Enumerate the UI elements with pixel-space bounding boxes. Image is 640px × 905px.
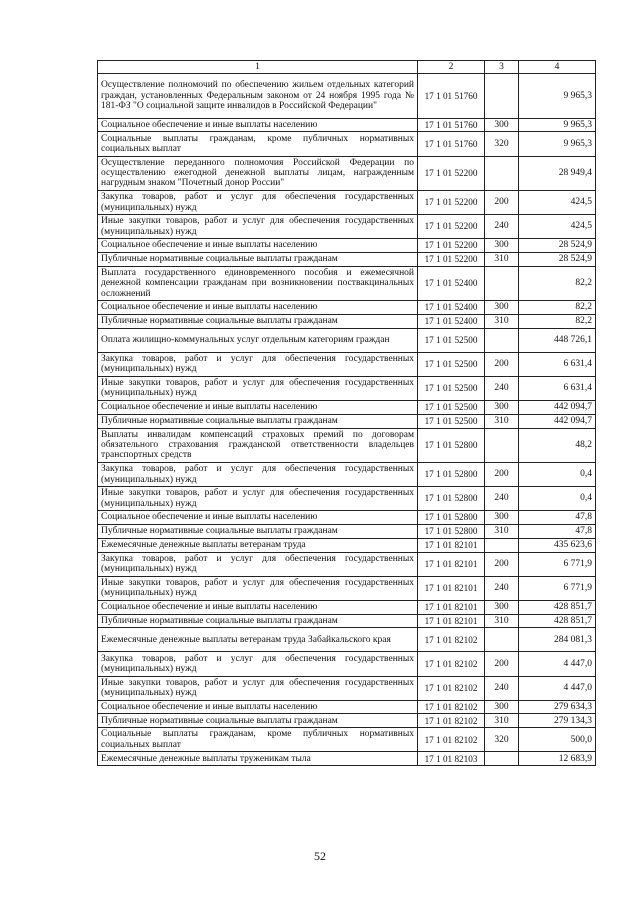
row-code-cell: 17 1 01 52500 bbox=[418, 414, 485, 428]
row-name-cell: Иные закупки товаров, работ и услуг для обеспечения государственных (муниципальных) нужд bbox=[98, 376, 418, 400]
row-code-cell: 17 1 01 82101 bbox=[418, 614, 485, 628]
page-number: 52 bbox=[314, 849, 326, 863]
row-vr-cell: 200 bbox=[485, 652, 519, 676]
row-sum-cell: 424,5 bbox=[519, 190, 596, 214]
row-code-cell: 17 1 01 82101 bbox=[418, 600, 485, 614]
row-vr-cell: 300 bbox=[485, 239, 519, 253]
table-row bbox=[98, 132, 596, 156]
row-code-cell: 17 1 01 52800 bbox=[418, 463, 485, 487]
row-sum-cell: 9 965,3 bbox=[519, 132, 596, 156]
row-sum-cell: 12 683,9 bbox=[519, 752, 596, 766]
row-sum-cell: 6 771,9 bbox=[519, 576, 596, 600]
row-vr-cell: 310 bbox=[485, 614, 519, 628]
row-vr-cell: 200 bbox=[485, 190, 519, 214]
table-row bbox=[98, 728, 596, 752]
row-sum-cell: 47,8 bbox=[519, 511, 596, 525]
budget-table bbox=[97, 60, 596, 766]
row-name-cell: Социальное обеспечение и иные выплаты населению bbox=[98, 401, 418, 415]
table-row bbox=[98, 352, 596, 376]
row-code-cell: 17 1 01 82102 bbox=[418, 728, 485, 752]
row-sum-cell: 28 949,4 bbox=[519, 156, 596, 190]
row-sum-cell: 6 631,4 bbox=[519, 352, 596, 376]
row-code-cell: 17 1 01 52400 bbox=[418, 314, 485, 328]
row-vr-cell: 300 bbox=[485, 301, 519, 315]
row-name-cell: Публичные нормативные социальные выплаты гражданам bbox=[98, 614, 418, 628]
header-col-4: 4 bbox=[519, 61, 596, 74]
table-row bbox=[98, 576, 596, 600]
row-name-cell: Социальное обеспечение и иные выплаты населению bbox=[98, 511, 418, 525]
row-name-cell: Социальные выплаты гражданам, кроме публичных нормативных социальных выплат bbox=[98, 728, 418, 752]
table-row bbox=[98, 487, 596, 511]
table-row bbox=[98, 118, 596, 132]
table-row bbox=[98, 463, 596, 487]
row-code-cell: 17 1 01 82102 bbox=[418, 652, 485, 676]
header-col-2: 2 bbox=[418, 61, 485, 74]
row-sum-cell: 279 134,3 bbox=[519, 714, 596, 728]
row-code-cell: 17 1 01 52200 bbox=[418, 156, 485, 190]
row-vr-cell bbox=[485, 752, 519, 766]
row-code-cell: 17 1 01 51760 bbox=[418, 132, 485, 156]
row-code-cell: 17 1 01 52800 bbox=[418, 428, 485, 462]
table-row bbox=[98, 239, 596, 253]
row-vr-cell: 300 bbox=[485, 700, 519, 714]
row-sum-cell: 284 081,3 bbox=[519, 628, 596, 652]
row-code-cell: 17 1 01 52800 bbox=[418, 524, 485, 538]
row-name-cell: Ежемесячные денежные выплаты труженикам тыла bbox=[98, 752, 418, 766]
row-sum-cell: 442 094,7 bbox=[519, 414, 596, 428]
row-code-cell: 17 1 01 82102 bbox=[418, 628, 485, 652]
row-sum-cell: 279 634,3 bbox=[519, 700, 596, 714]
row-code-cell: 17 1 01 52200 bbox=[418, 190, 485, 214]
table-row bbox=[98, 215, 596, 239]
table-row bbox=[98, 676, 596, 700]
row-name-cell: Социальное обеспечение и иные выплаты населению bbox=[98, 600, 418, 614]
table-row bbox=[98, 524, 596, 538]
table-row bbox=[98, 614, 596, 628]
row-sum-cell: 500,0 bbox=[519, 728, 596, 752]
table-row bbox=[98, 156, 596, 190]
row-name-cell: Ежемесячные денежные выплаты ветеранам труда bbox=[98, 538, 418, 552]
row-vr-cell: 200 bbox=[485, 352, 519, 376]
row-name-cell: Иные закупки товаров, работ и услуг для обеспечения государственных (муниципальных) нужд bbox=[98, 215, 418, 239]
row-vr-cell bbox=[485, 538, 519, 552]
row-sum-cell: 47,8 bbox=[519, 524, 596, 538]
row-code-cell: 17 1 01 52500 bbox=[418, 376, 485, 400]
row-sum-cell: 4 447,0 bbox=[519, 676, 596, 700]
row-name-cell: Выплаты инвалидам компенсаций страховых премий по договорам обязательного страхования гражданской ответственности владельцев транспортных средств bbox=[98, 428, 418, 462]
row-vr-cell: 300 bbox=[485, 511, 519, 525]
row-vr-cell bbox=[485, 74, 519, 119]
row-sum-cell: 6 771,9 bbox=[519, 552, 596, 576]
row-sum-cell: 424,5 bbox=[519, 215, 596, 239]
row-code-cell: 17 1 01 82103 bbox=[418, 752, 485, 766]
table-row bbox=[98, 376, 596, 400]
row-code-cell: 17 1 01 82101 bbox=[418, 576, 485, 600]
row-name-cell: Закупка товаров, работ и услуг для обеспечения государственных (муниципальных) нужд bbox=[98, 352, 418, 376]
table-row bbox=[98, 714, 596, 728]
table-row bbox=[98, 252, 596, 266]
row-vr-cell bbox=[485, 628, 519, 652]
row-vr-cell: 240 bbox=[485, 376, 519, 400]
table-row bbox=[98, 538, 596, 552]
table-row bbox=[98, 266, 596, 300]
budget-table-page bbox=[97, 60, 595, 766]
row-name-cell: Закупка товаров, работ и услуг для обеспечения государственных (муниципальных) нужд bbox=[98, 552, 418, 576]
row-code-cell: 17 1 01 52500 bbox=[418, 352, 485, 376]
table-row bbox=[98, 628, 596, 652]
row-code-cell: 17 1 01 52800 bbox=[418, 487, 485, 511]
row-code-cell: 17 1 01 82101 bbox=[418, 552, 485, 576]
table-row bbox=[98, 74, 596, 119]
row-sum-cell: 4 447,0 bbox=[519, 652, 596, 676]
table-row bbox=[98, 328, 596, 352]
row-name-cell: Социальное обеспечение и иные выплаты населению bbox=[98, 239, 418, 253]
row-sum-cell: 442 094,7 bbox=[519, 401, 596, 415]
table-row bbox=[98, 700, 596, 714]
row-code-cell: 17 1 01 51760 bbox=[418, 118, 485, 132]
row-vr-cell bbox=[485, 266, 519, 300]
row-vr-cell: 310 bbox=[485, 524, 519, 538]
table-row bbox=[98, 314, 596, 328]
row-name-cell: Закупка товаров, работ и услуг для обеспечения государственных (муниципальных) нужд bbox=[98, 652, 418, 676]
row-code-cell: 17 1 01 82102 bbox=[418, 676, 485, 700]
row-vr-cell: 310 bbox=[485, 252, 519, 266]
row-vr-cell: 310 bbox=[485, 414, 519, 428]
row-name-cell: Публичные нормативные социальные выплаты гражданам bbox=[98, 414, 418, 428]
row-code-cell: 17 1 01 52800 bbox=[418, 511, 485, 525]
row-name-cell: Публичные нормативные социальные выплаты гражданам bbox=[98, 314, 418, 328]
row-vr-cell: 310 bbox=[485, 714, 519, 728]
row-name-cell: Социальное обеспечение и иные выплаты населению bbox=[98, 700, 418, 714]
row-code-cell: 17 1 01 51760 bbox=[418, 74, 485, 119]
table-body bbox=[98, 74, 596, 766]
row-vr-cell: 240 bbox=[485, 215, 519, 239]
row-vr-cell bbox=[485, 328, 519, 352]
table-row bbox=[98, 401, 596, 415]
row-code-cell: 17 1 01 82101 bbox=[418, 538, 485, 552]
table-row bbox=[98, 652, 596, 676]
row-name-cell: Закупка товаров, работ и услуг для обеспечения государственных (муниципальных) нужд bbox=[98, 190, 418, 214]
row-name-cell: Ежемесячные денежные выплаты ветеранам труда Забайкальского края bbox=[98, 628, 418, 652]
row-code-cell: 17 1 01 52200 bbox=[418, 239, 485, 253]
table-row bbox=[98, 752, 596, 766]
row-code-cell: 17 1 01 52400 bbox=[418, 266, 485, 300]
row-name-cell: Осуществление переданного полномочия Российской Федерации по осуществлению ежегодной денежной выплаты лицам, награжденным нагрудным знаком "Почетный донор России" bbox=[98, 156, 418, 190]
row-sum-cell: 428 851,7 bbox=[519, 614, 596, 628]
row-vr-cell bbox=[485, 156, 519, 190]
row-code-cell: 17 1 01 52500 bbox=[418, 328, 485, 352]
row-name-cell: Оплата жилищно-коммунальных услуг отдельным категориям граждан bbox=[98, 328, 418, 352]
row-vr-cell: 300 bbox=[485, 401, 519, 415]
row-name-cell: Публичные нормативные социальные выплаты гражданам bbox=[98, 714, 418, 728]
row-name-cell: Публичные нормативные социальные выплаты гражданам bbox=[98, 252, 418, 266]
row-code-cell: 17 1 01 52400 bbox=[418, 301, 485, 315]
table-row bbox=[98, 511, 596, 525]
row-sum-cell: 9 965,3 bbox=[519, 74, 596, 119]
row-vr-cell bbox=[485, 428, 519, 462]
row-vr-cell: 240 bbox=[485, 676, 519, 700]
row-sum-cell: 28 524,9 bbox=[519, 239, 596, 253]
table-row bbox=[98, 428, 596, 462]
row-vr-cell: 300 bbox=[485, 600, 519, 614]
row-sum-cell: 0,4 bbox=[519, 487, 596, 511]
row-sum-cell: 0,4 bbox=[519, 463, 596, 487]
row-code-cell: 17 1 01 52200 bbox=[418, 252, 485, 266]
row-vr-cell: 310 bbox=[485, 314, 519, 328]
row-name-cell: Публичные нормативные социальные выплаты гражданам bbox=[98, 524, 418, 538]
row-vr-cell: 240 bbox=[485, 487, 519, 511]
row-name-cell: Закупка товаров, работ и услуг для обеспечения государственных (муниципальных) нужд bbox=[98, 463, 418, 487]
row-sum-cell: 9 965,3 bbox=[519, 118, 596, 132]
row-sum-cell: 82,2 bbox=[519, 301, 596, 315]
row-vr-cell: 320 bbox=[485, 728, 519, 752]
header-col-1: 1 bbox=[98, 61, 418, 74]
table-row bbox=[98, 552, 596, 576]
table-row bbox=[98, 190, 596, 214]
header-col-3: 3 bbox=[485, 61, 519, 74]
row-vr-cell: 200 bbox=[485, 552, 519, 576]
row-name-cell: Осуществление полномочий по обеспечению жильем отдельных категорий граждан, установленных Федеральным законом от 24 ноября 1995 года № 181-ФЗ "О социальной защите инвалидов в Российской Федерации" bbox=[98, 74, 418, 119]
row-code-cell: 17 1 01 52500 bbox=[418, 401, 485, 415]
row-sum-cell: 28 524,9 bbox=[519, 252, 596, 266]
row-vr-cell: 240 bbox=[485, 576, 519, 600]
table-row bbox=[98, 414, 596, 428]
header-row bbox=[98, 61, 596, 74]
row-code-cell: 17 1 01 52200 bbox=[418, 215, 485, 239]
row-name-cell: Социальное обеспечение и иные выплаты населению bbox=[98, 118, 418, 132]
row-code-cell: 17 1 01 82102 bbox=[418, 714, 485, 728]
row-name-cell: Иные закупки товаров, работ и услуг для обеспечения государственных (муниципальных) нужд bbox=[98, 576, 418, 600]
row-name-cell: Социальные выплаты гражданам, кроме публичных нормативных социальных выплат bbox=[98, 132, 418, 156]
row-name-cell: Выплата государственного единовременного пособия и ежемесячной денежной компенсации гражданам при возникновении поствакцинальных осложнений bbox=[98, 266, 418, 300]
row-sum-cell: 6 631,4 bbox=[519, 376, 596, 400]
row-sum-cell: 435 623,6 bbox=[519, 538, 596, 552]
row-sum-cell: 82,2 bbox=[519, 314, 596, 328]
row-vr-cell: 300 bbox=[485, 118, 519, 132]
row-sum-cell: 82,2 bbox=[519, 266, 596, 300]
row-name-cell: Иные закупки товаров, работ и услуг для обеспечения государственных (муниципальных) нужд bbox=[98, 487, 418, 511]
row-vr-cell: 200 bbox=[485, 463, 519, 487]
row-sum-cell: 428 851,7 bbox=[519, 600, 596, 614]
row-sum-cell: 448 726,1 bbox=[519, 328, 596, 352]
table-row bbox=[98, 301, 596, 315]
row-name-cell: Иные закупки товаров, работ и услуг для обеспечения государственных (муниципальных) нужд bbox=[98, 676, 418, 700]
table-row bbox=[98, 600, 596, 614]
row-vr-cell: 320 bbox=[485, 132, 519, 156]
row-sum-cell: 48,2 bbox=[519, 428, 596, 462]
row-code-cell: 17 1 01 82102 bbox=[418, 700, 485, 714]
row-name-cell: Социальное обеспечение и иные выплаты населению bbox=[98, 301, 418, 315]
